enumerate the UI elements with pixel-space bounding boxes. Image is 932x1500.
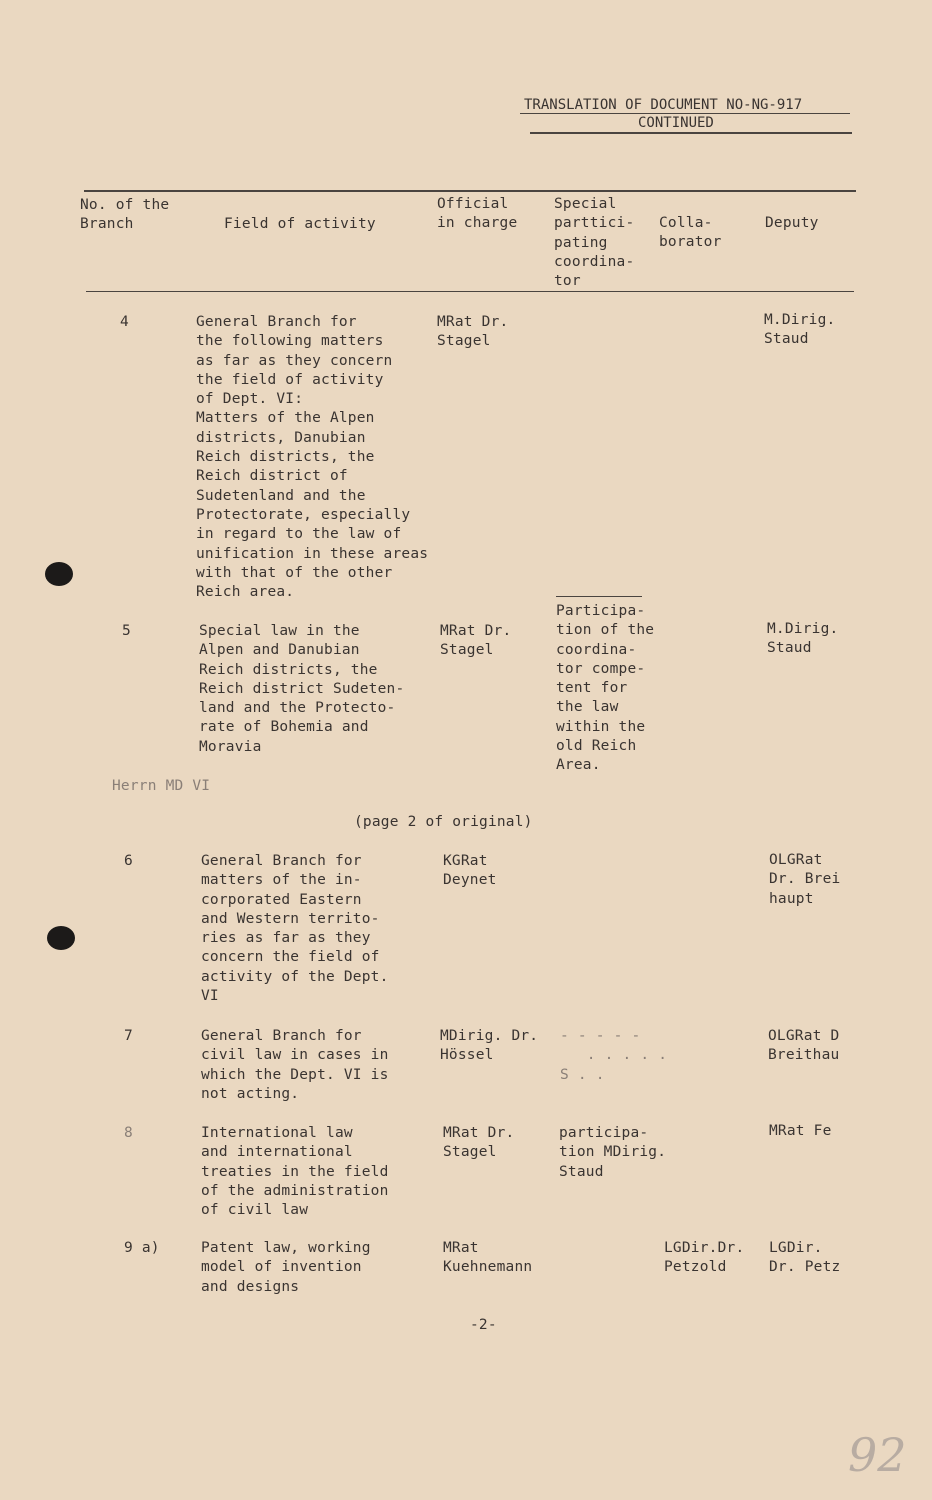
field-of-activity: Patent law, working model of invention and designs xyxy=(201,1240,371,1295)
header-subtitle: CONTINUED xyxy=(638,115,714,131)
field-of-activity: General Branch for civil law in cases in which the Dept. VI is not acting. xyxy=(201,1028,389,1102)
herrn-note: Herrn MD VI xyxy=(112,778,211,794)
column-header-branch: No. of the Branch xyxy=(80,197,170,233)
official-in-charge: MRat Dr. Stagel xyxy=(437,314,509,350)
official-in-charge: MRat Kuehnemann xyxy=(443,1240,533,1276)
field-of-activity: General Branch for matters of the in- corporated Eastern and Western territo- ries as far as they concern the field of activity of the Dept. VI xyxy=(201,853,389,1005)
deputy: M.Dirig. Staud xyxy=(764,312,836,348)
punch-hole-top xyxy=(45,562,73,586)
column-header-official: Official in charge xyxy=(437,196,518,232)
official-in-charge: MDirig. Dr. Hössel xyxy=(440,1028,539,1064)
document-header xyxy=(520,96,852,132)
deputy: M.Dirig. Staud xyxy=(767,621,839,657)
special-coordinator-illegible: - - - - - . . . . . S . . xyxy=(560,1028,668,1083)
deputy: OLGRat D Breithau xyxy=(768,1028,840,1064)
special-coordinator: Participa- tion of the coordina- tor compe- tent for the law within the old Reich Area. xyxy=(556,603,655,774)
official-in-charge: KGRat Deynet xyxy=(443,853,497,889)
deputy: MRat Fe xyxy=(769,1123,832,1139)
handwritten-page-number: 92 xyxy=(848,1428,907,1482)
column-header-collaborator: Colla- borator xyxy=(659,215,722,251)
field-of-activity: Special law in the Alpen and Danubian Reich districts, the Reich district Sudeten- land and the Protecto- rate of Bohemia and Moravia xyxy=(199,623,405,755)
header-underline-2 xyxy=(530,132,852,134)
branch-number: 6 xyxy=(124,853,133,869)
branch-number: 9 a) xyxy=(124,1240,160,1256)
header-bottom-rule xyxy=(86,291,854,292)
branch-number: 8 xyxy=(124,1125,133,1141)
page-note: (page 2 of original) xyxy=(354,814,533,830)
punch-hole-bottom xyxy=(47,926,75,950)
page-number: -2- xyxy=(470,1317,497,1333)
official-in-charge: MRat Dr. Stagel xyxy=(440,623,512,659)
deputy: LGDir. Dr. Petz xyxy=(769,1240,841,1276)
column-header-field: Field of activity xyxy=(224,216,376,232)
official-in-charge: MRat Dr. Stagel xyxy=(443,1125,515,1161)
field-of-activity: General Branch for the following matters as far as they concern the field of activity of Dept. VI: Matters of the Alpen districts, Danubian Reich districts, the Reich district of Sudetenland and the Protectorate, especially in regard to the law of unification in these areas with that of the other Reich area. xyxy=(196,314,429,601)
field-of-activity: International law and international treaties in the field of the administration of civil law xyxy=(201,1125,389,1219)
column-header-special: Special parttici- pating coordina- tor xyxy=(554,196,635,290)
deputy: OLGRat Dr. Brei haupt xyxy=(769,852,841,907)
table-top-rule xyxy=(84,190,856,192)
header-title: TRANSLATION OF DOCUMENT NO-NG-917 xyxy=(524,97,803,113)
column-header-deputy: Deputy xyxy=(765,215,819,231)
branch-number: 4 xyxy=(120,314,129,330)
special-column-rule xyxy=(556,596,642,597)
collaborator: LGDir.Dr. Petzold xyxy=(664,1240,745,1276)
special-coordinator: participa- tion MDirig. Staud xyxy=(559,1125,667,1180)
header-underline-1 xyxy=(520,113,850,114)
branch-number: 7 xyxy=(124,1028,133,1044)
branch-number: 5 xyxy=(122,623,131,639)
